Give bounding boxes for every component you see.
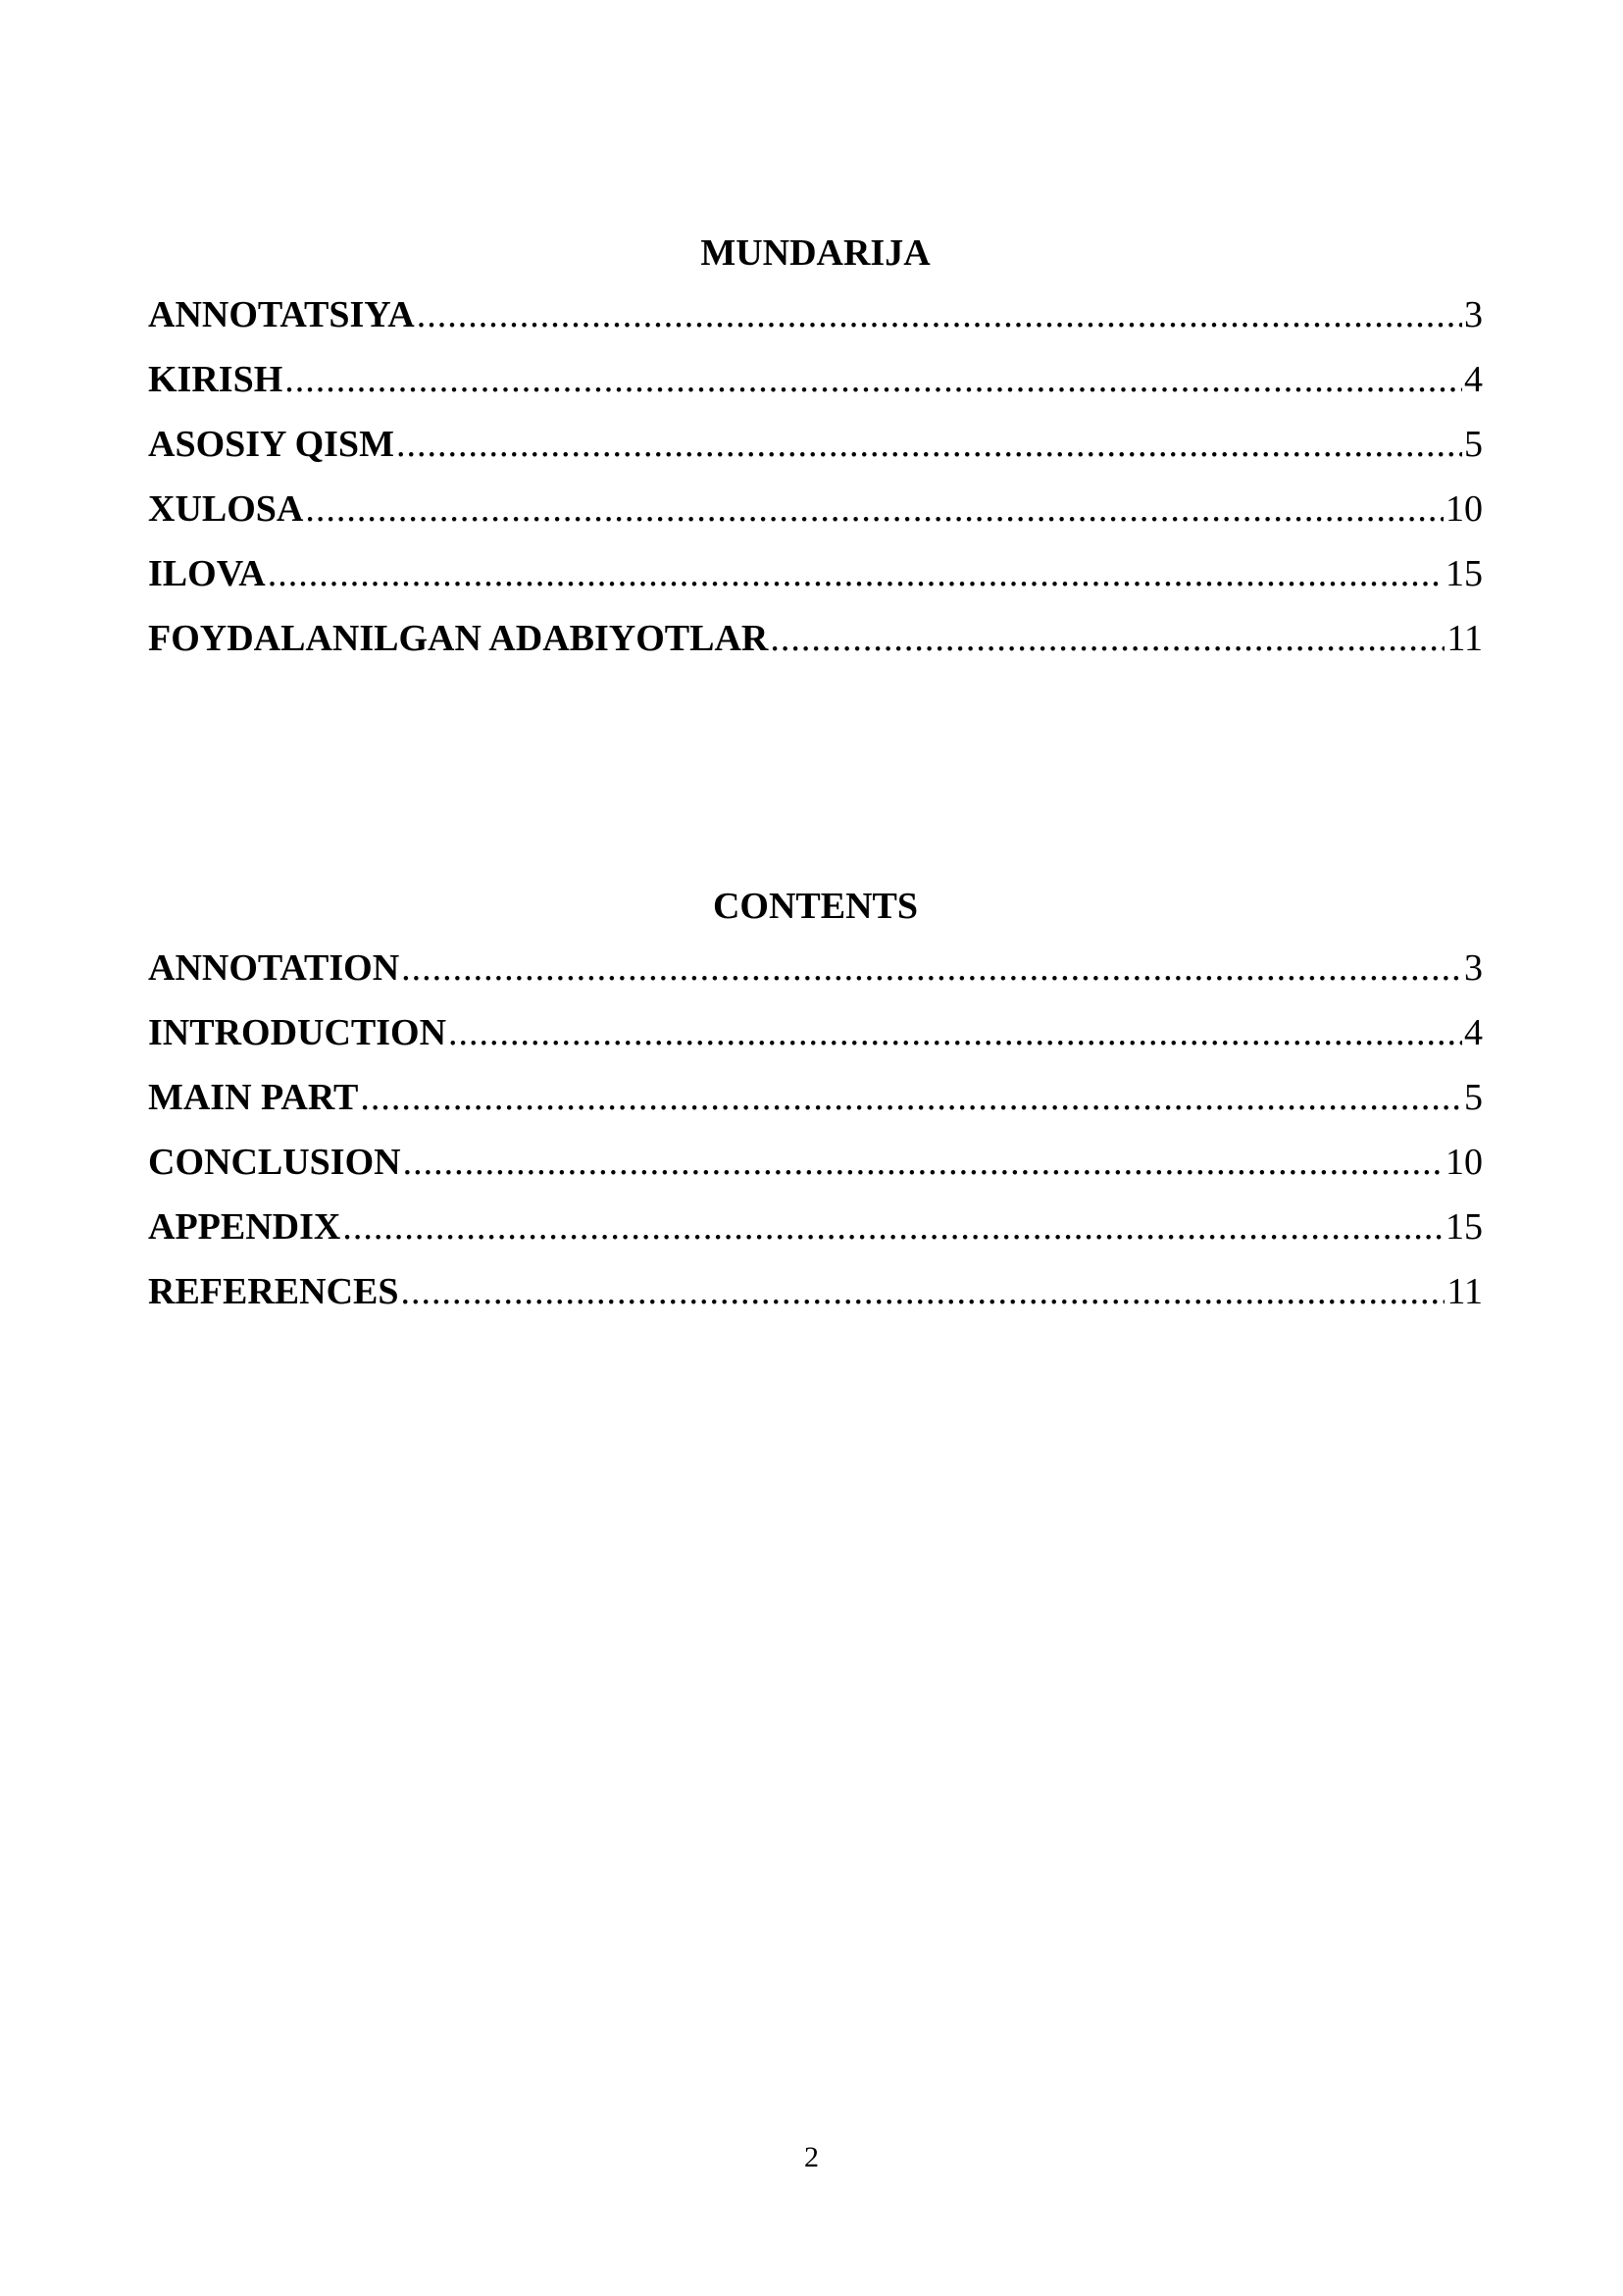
toc-entry-page: 4 [1464,359,1483,400]
toc-entry-references[interactable] [148,1259,1483,1324]
toc-entry-label: FOYDALANILGAN ADABIYOTLAR [148,618,769,659]
toc-entry-annotation[interactable] [148,936,1483,1000]
toc-entry-label: ILOVA [148,553,266,594]
toc-entry-page: 11 [1446,618,1483,659]
dot-leader [401,936,1462,1000]
toc-entry-page: 15 [1445,1206,1483,1248]
toc-entry-kirish[interactable] [148,347,1483,412]
dot-leader [448,1000,1462,1065]
toc-english [148,877,1483,1324]
dot-leader [284,347,1462,412]
toc-entry-label: REFERENCES [148,1271,399,1312]
toc-entry-page: 3 [1464,947,1483,989]
toc-entry-xulosa[interactable] [148,477,1483,541]
toc-entry-page: 15 [1445,553,1483,594]
toc-entry-page: 5 [1464,1077,1483,1118]
toc-entry-page: 10 [1445,1142,1483,1183]
dot-leader [401,1259,1445,1324]
toc-entry-page: 4 [1464,1012,1483,1053]
dot-leader [396,412,1462,477]
toc-entry-asosiy-qism[interactable] [148,412,1483,477]
toc-entry-annotatsiya[interactable] [148,282,1483,347]
toc-entry-introduction[interactable] [148,1000,1483,1065]
toc-entry-label: APPENDIX [148,1206,341,1248]
toc-entry-label: KIRISH [148,359,283,400]
toc-list-uzbek [148,282,1483,671]
toc-entry-appendix[interactable] [148,1195,1483,1259]
toc-entry-label: ANNOTATION [148,947,400,989]
toc-entry-page: 5 [1464,424,1483,465]
toc-heading-uzbek: MUNDARIJA [700,232,931,274]
toc-entry-foydalanilgan-adabiyotlar[interactable] [148,606,1483,671]
toc-entry-label: ANNOTATSIYA [148,294,415,335]
toc-entry-label: MAIN PART [148,1077,359,1118]
dot-leader [360,1065,1462,1130]
dot-leader [305,477,1444,541]
dot-leader [342,1195,1444,1259]
dot-leader [268,541,1444,606]
toc-entry-label: XULOSA [148,488,304,530]
toc-entry-page: 11 [1446,1271,1483,1312]
page-number: 2 [804,2141,819,2173]
toc-entry-label: INTRODUCTION [148,1012,447,1053]
dot-leader [770,606,1445,671]
toc-entry-ilova[interactable] [148,541,1483,606]
toc-entry-conclusion[interactable] [148,1130,1483,1195]
toc-entry-page: 3 [1464,294,1483,335]
toc-entry-label: CONCLUSION [148,1142,401,1183]
dot-leader [417,282,1462,347]
toc-entry-label: ASOSIY QISM [148,424,394,465]
toc-entry-page: 10 [1445,488,1483,530]
toc-heading-english: CONTENTS [712,886,919,927]
toc-list-english [148,936,1483,1324]
dot-leader [403,1130,1444,1195]
toc-uzbek [148,224,1483,671]
toc-entry-main-part[interactable] [148,1065,1483,1130]
